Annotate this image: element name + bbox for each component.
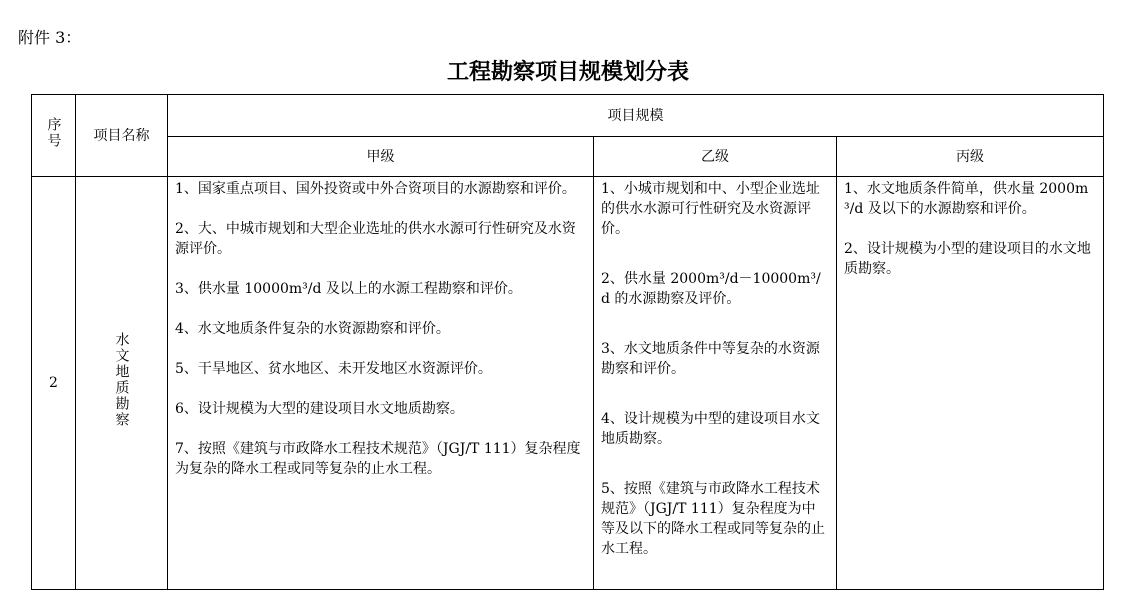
row-project-name-cell [76,177,168,590]
grade-a-item: 6、设计规模为大型的建设项目水文地质勘察。 [175,401,464,417]
grade-a-item: 1、国家重点项目、国外投资或中外合资项目的水源勘察和评价。 [175,181,576,197]
grade-b-item: 5、按照《建筑与市政降水工程技术规范》（JGJ/T 111）复杂程度为中等及以下的降水工程或同等复杂的止水工程。 [601,481,825,557]
grade-a-item: 3、供水量 10000m³/d 及以上的水源工程勘察和评价。 [175,281,522,297]
grade-b-item: 2、供水量 2000m³/d－10000m³/d 的水源勘察及评价。 [601,271,821,307]
grade-b-cell [594,177,837,590]
header-serial-cell [32,95,76,177]
header-project-name-cell [76,95,168,177]
row-serial-cell [32,177,76,590]
header-project-scale: 项目规模 [607,107,664,124]
document-title: 工程勘察项目规模划分表 [446,59,689,85]
grade-b-item: 1、小城市规划和中、小型企业选址的供水水源可行性研究及水资源评价。 [601,181,820,237]
grade-a-item: 7、按照《建筑与市政降水工程技术规范》（JGJ/T 111）复杂程度为复杂的降水工程或同等复杂的止水工程。 [175,441,581,477]
header-grade-a-cell [168,137,594,177]
header-grade-c-cell [837,137,1104,177]
grade-c-item: 1、水文地质条件简单，供水量 2000m³/d 及以下的水源勘察和评价。 [844,181,1089,217]
grade-c-cell [837,177,1104,590]
header-grade-b: 乙级 [701,148,729,165]
grade-a-cell [168,177,594,590]
header-project-name: 项目名称 [93,127,150,144]
table-body [32,95,1104,590]
attachment-label: 附件 3： [18,28,82,47]
row-project-name: 水文地质勘察 [113,332,130,428]
row-serial: 2 [49,375,58,391]
project-scale-table [31,94,1104,590]
header-grade-a: 甲级 [366,148,395,165]
grade-a-item: 5、干旱地区、贫水地区、未开发地区水资源评价。 [175,361,492,377]
grade-a-item: 4、水文地质条件复杂的水资源勘察和评价。 [175,321,450,337]
header-grade-c: 丙级 [956,148,984,165]
header-grade-b-cell [594,137,837,177]
grade-b-item: 4、设计规模为中型的建设项目水文地质勘察。 [601,411,820,447]
grade-a-item: 2、大、中城市规划和大型企业选址的供水水源可行性研究及水资源评价。 [175,221,576,257]
table-row [32,177,1104,590]
header-serial: 序号 [45,116,62,149]
header-row-1 [32,95,1104,137]
header-project-scale-cell [168,95,1104,137]
grade-c-item: 2、设计规模为小型的建设项目的水文地质勘察。 [844,241,1091,277]
header-row-2 [32,137,1104,177]
grade-b-item: 3、水文地质条件中等复杂的水资源勘察和评价。 [601,341,820,377]
